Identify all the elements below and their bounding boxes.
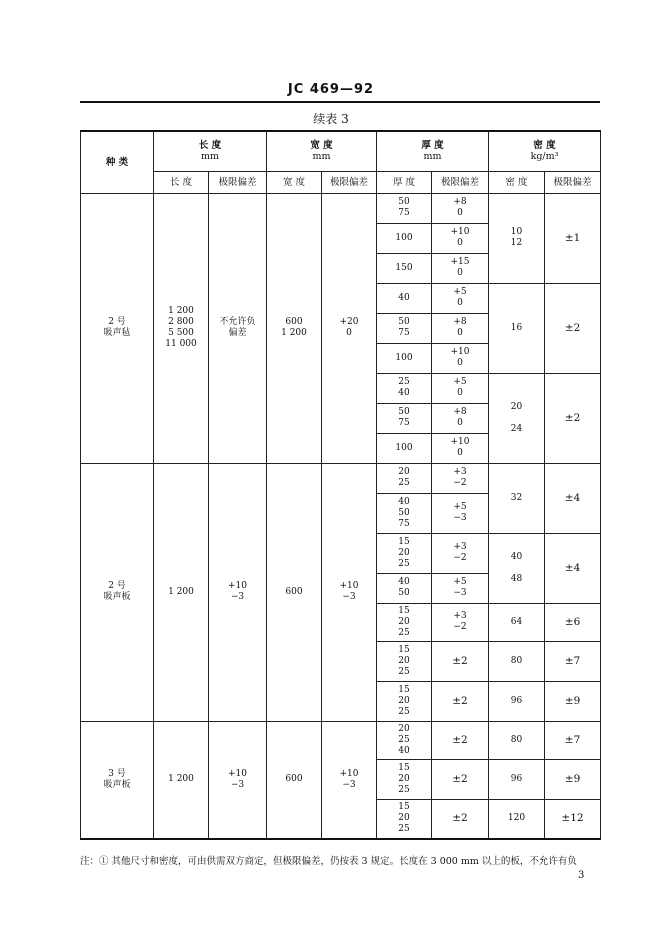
thickness-tol-cell: ±2: [432, 799, 489, 839]
table-caption: 续表 3: [313, 112, 349, 126]
head-length-sub: 长 度: [154, 171, 209, 193]
head-width-sub: 宽 度: [267, 171, 322, 193]
thickness-tol-cell: +3 −2: [432, 533, 489, 573]
head-length: 长 度 mm: [154, 131, 267, 171]
thickness-tol-cell: +10 0: [432, 223, 489, 253]
thickness-cell: 25 40: [377, 373, 432, 403]
kind-cell: 2 号 吸声板: [81, 463, 154, 721]
head-density: 密 度 kg/m³: [489, 131, 601, 171]
thickness-cell: 40 50: [377, 573, 432, 603]
page-number: 3: [578, 870, 585, 881]
density-tol-cell: ±9: [545, 681, 601, 721]
head-thickness-tol: 极限偏差: [432, 171, 489, 193]
thickness-tol-cell: +8 0: [432, 193, 489, 223]
density-tol-cell: ±7: [545, 721, 601, 759]
density-tol-cell: ±2: [545, 373, 601, 463]
thickness-cell: 15 20 25: [377, 533, 432, 573]
thickness-tol-cell: +15 0: [432, 253, 489, 283]
length-tol-cell: 不允许负 偏差: [209, 193, 267, 463]
head-thickness-sub: 厚 度: [377, 171, 432, 193]
density-cell: 120: [489, 799, 545, 839]
kind-cell: 2 号 吸声毡: [81, 193, 154, 463]
density-cell: 10 12: [489, 193, 545, 283]
thickness-tol-cell: +5 0: [432, 283, 489, 313]
thickness-tol-cell: ±2: [432, 759, 489, 799]
thickness-tol-cell: ±2: [432, 681, 489, 721]
thickness-cell: 150: [377, 253, 432, 283]
density-tol-cell: ±4: [545, 463, 601, 533]
length-tol-cell: +10 −3: [209, 463, 267, 721]
density-cell: 96: [489, 681, 545, 721]
density-cell: 16: [489, 283, 545, 373]
table-row: [81, 193, 601, 223]
length-cell: 1 200: [154, 463, 209, 721]
table-row: [81, 721, 601, 759]
density-cell: 32: [489, 463, 545, 533]
density-tol-cell: ±2: [545, 283, 601, 373]
thickness-cell: 50 75: [377, 193, 432, 223]
thickness-cell: 40 50 75: [377, 493, 432, 533]
thickness-cell: 40: [377, 283, 432, 313]
thickness-cell: 50 75: [377, 313, 432, 343]
thickness-tol-cell: ±2: [432, 721, 489, 759]
kind-cell: 3 号 吸声板: [81, 721, 154, 839]
thickness-tol-cell: +10 0: [432, 343, 489, 373]
head-thickness: 厚 度 mm: [377, 131, 489, 171]
thickness-tol-cell: +5 −3: [432, 493, 489, 533]
footnote: 注：① 其他尺寸和密度，可由供需双方商定，但极限偏差，仍按表 3 规定。长度在 3 000 mm 以上的板，不允许有负: [80, 856, 577, 867]
length-tol-cell: +10 −3: [209, 721, 267, 839]
width-cell: 600: [267, 721, 322, 839]
document-header: JC 469—92: [287, 82, 375, 97]
table-row: [81, 463, 601, 493]
density-tol-cell: ±7: [545, 641, 601, 681]
width-tol-cell: +20 0: [322, 193, 377, 463]
density-cell: 40 48: [489, 533, 545, 603]
density-tol-cell: ±12: [545, 799, 601, 839]
width-cell: 600: [267, 463, 322, 721]
thickness-cell: 15 20 25: [377, 681, 432, 721]
density-cell: 80: [489, 641, 545, 681]
thickness-cell: 100: [377, 223, 432, 253]
density-tol-cell: ±4: [545, 533, 601, 603]
head-width-tol: 极限偏差: [322, 171, 377, 193]
density-tol-cell: ±9: [545, 759, 601, 799]
thickness-cell: 15 20 25: [377, 759, 432, 799]
width-cell: 600 1 200: [267, 193, 322, 463]
thickness-cell: 50 75: [377, 403, 432, 433]
thickness-tol-cell: +5 −3: [432, 573, 489, 603]
density-tol-cell: ±6: [545, 603, 601, 641]
length-cell: 1 200 2 800 5 500 11 000: [154, 193, 209, 463]
thickness-tol-cell: +3 −2: [432, 603, 489, 641]
head-width: 宽 度 mm: [267, 131, 377, 171]
thickness-tol-cell: +10 0: [432, 433, 489, 463]
density-cell: 20 24: [489, 373, 545, 463]
thickness-tol-cell: ±2: [432, 641, 489, 681]
head-length-tol: 极限偏差: [209, 171, 267, 193]
thickness-cell: 100: [377, 433, 432, 463]
head-density-sub: 密 度: [489, 171, 545, 193]
thickness-tol-cell: +8 0: [432, 403, 489, 433]
thickness-cell: 15 20 25: [377, 799, 432, 839]
thickness-cell: 15 20 25: [377, 641, 432, 681]
width-tol-cell: +10 −3: [322, 721, 377, 839]
header-rule: [80, 101, 600, 103]
head-density-tol: 极限偏差: [545, 171, 601, 193]
thickness-tol-cell: +8 0: [432, 313, 489, 343]
density-cell: 80: [489, 721, 545, 759]
thickness-tol-cell: +5 0: [432, 373, 489, 403]
density-cell: 64: [489, 603, 545, 641]
thickness-tol-cell: +3 −2: [432, 463, 489, 493]
head-kind: 种 类: [81, 131, 154, 193]
thickness-cell: 15 20 25: [377, 603, 432, 641]
width-tol-cell: +10 −3: [322, 463, 377, 721]
thickness-cell: 20 25: [377, 463, 432, 493]
spec-table: [80, 130, 601, 840]
density-tol-cell: ±1: [545, 193, 601, 283]
length-cell: 1 200: [154, 721, 209, 839]
thickness-cell: 20 25 40: [377, 721, 432, 759]
density-cell: 96: [489, 759, 545, 799]
thickness-cell: 100: [377, 343, 432, 373]
